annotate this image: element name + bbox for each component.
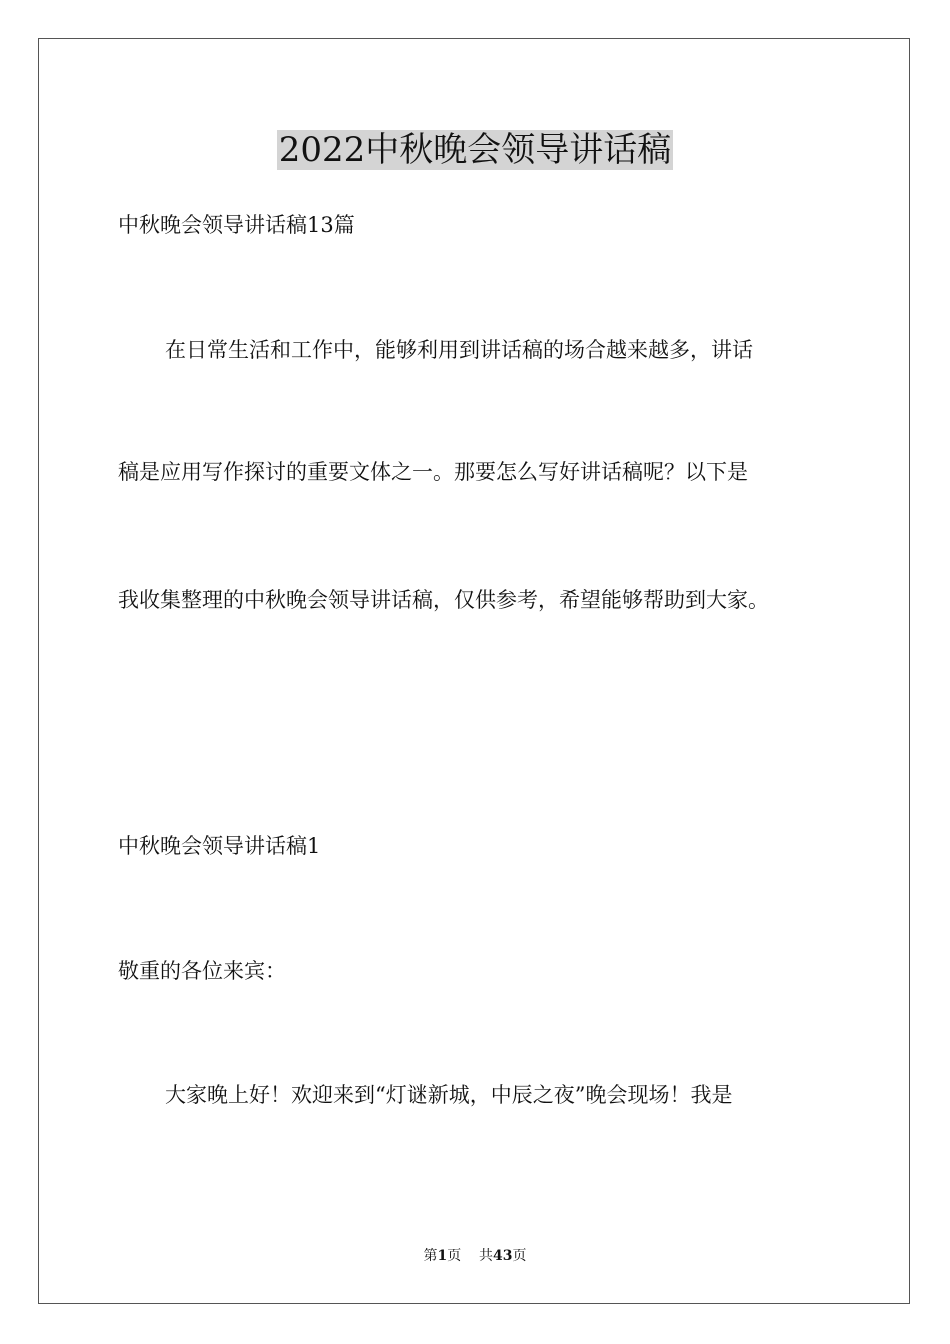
- footer-total-prefix: 共: [479, 1248, 494, 1264]
- footer-total-pages: 43: [493, 1248, 513, 1264]
- document-subtitle: 中秋晚会领导讲话稿13篇: [118, 213, 355, 237]
- footer-page-number: 1: [437, 1248, 448, 1264]
- document-title-text: 2022中秋晚会领导讲话稿: [278, 130, 672, 170]
- intro-line-3: 我收集整理的中秋晚会领导讲话稿，仅供参考，希望能够帮助到大家。: [118, 588, 769, 612]
- section-heading: 中秋晚会领导讲话稿1: [118, 834, 321, 858]
- body-line: 大家晚上好！欢迎来到“灯谜新城，中辰之夜”晚会现场！我是: [165, 1083, 733, 1107]
- page-footer: [0, 1246, 950, 1266]
- intro-line-1: 在日常生活和工作中，能够利用到讲话稿的场合越来越多，讲话: [165, 338, 753, 362]
- intro-line-2: 稿是应用写作探讨的重要文体之一。那要怎么写好讲话稿呢？以下是: [118, 460, 748, 484]
- footer-page-prefix: 第: [423, 1248, 438, 1264]
- footer-page-suffix: 页: [447, 1248, 462, 1264]
- footer-total-suffix: 页: [512, 1248, 527, 1264]
- greeting: 敬重的各位来宾：: [118, 959, 286, 983]
- document-title: [0, 127, 950, 173]
